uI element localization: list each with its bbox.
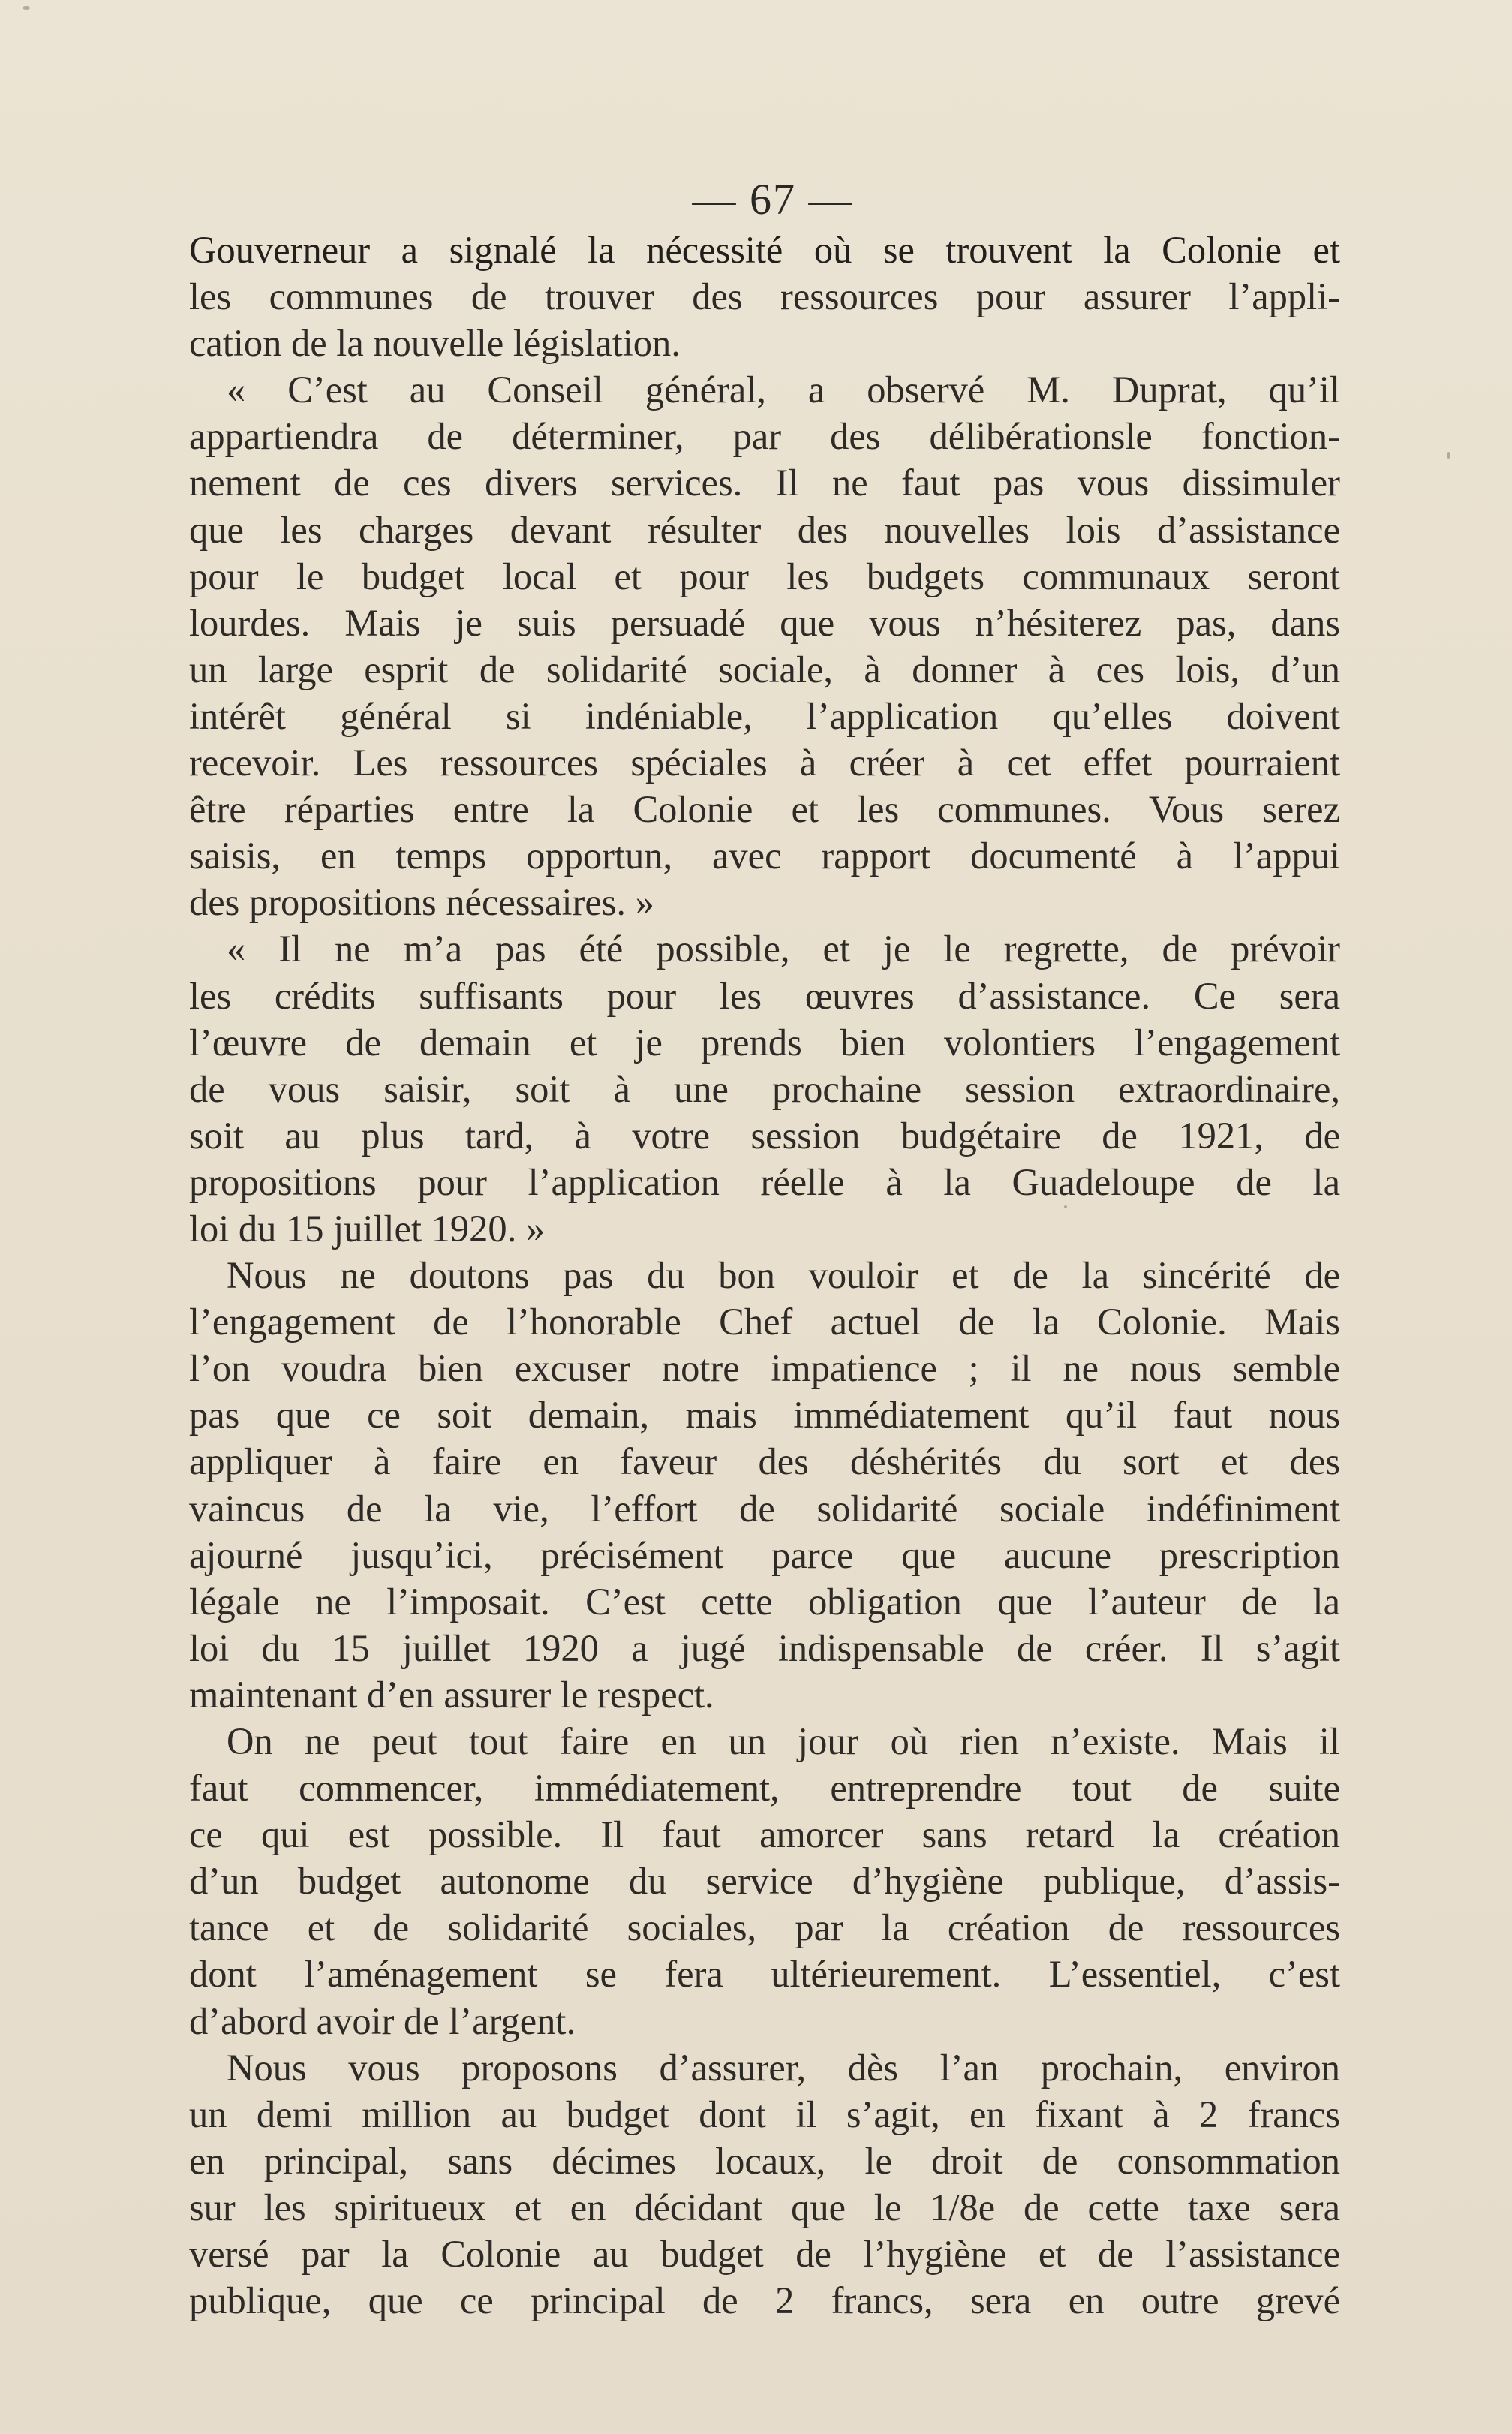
text-line: l’engagement de l’honorable Chef actuel de la Colonie. Mais bbox=[189, 1301, 1340, 1343]
text-line: publique, que ce principal de 2 francs, sera en outre grevé bbox=[189, 2279, 1340, 2322]
text-line: intérêt général si indéniable, l’application qu’elles doivent bbox=[189, 694, 1340, 737]
text-line: un large esprit de solidarité sociale, à donner à ces lois, d’un bbox=[189, 648, 1340, 690]
paper-speck bbox=[1447, 452, 1450, 459]
text-line: Nous vous proposons d’assurer, dès l’an prochain, environ bbox=[227, 2046, 1340, 2089]
text-line: ajourné jusqu’ici, précisément parce que aucune prescription bbox=[189, 1533, 1340, 1576]
text-line: un demi million au budget dont il s’agit, en fixant à 2 francs bbox=[189, 2093, 1340, 2135]
text-line: pas que ce soit demain, mais immédiatement qu’il faut nous bbox=[189, 1394, 1340, 1437]
text-line: soit au plus tard, à votre session budgétaire de 1921, de bbox=[189, 1114, 1340, 1157]
text-line: saisis, en temps opportun, avec rapport documenté à l’appui bbox=[189, 835, 1340, 877]
paper-speck bbox=[1064, 1205, 1067, 1208]
text-line: appliquer à faire en faveur des déshérités du sort et des bbox=[189, 1440, 1340, 1483]
text-line: tance et de solidarité sociales, par la création de ressources bbox=[189, 1906, 1340, 1949]
page-number: — 67 — bbox=[692, 175, 854, 224]
text-line: l’œuvre de demain et je prends bien volontiers l’engagement bbox=[189, 1021, 1340, 1064]
text-line: des propositions nécessaires. » bbox=[189, 881, 654, 924]
text-line: Nous ne doutons pas du bon vouloir et de la sincérité de bbox=[227, 1254, 1340, 1297]
text-line: Gouverneur a signalé la nécessité où se trouvent la Colonie et bbox=[189, 229, 1340, 271]
text-line: d’abord avoir de l’argent. bbox=[189, 1999, 576, 2042]
text-line: « C’est au Conseil général, a observé M. Duprat, qu’il bbox=[227, 369, 1340, 411]
text-line: vaincus de la vie, l’effort de solidarité sociale indéfiniment bbox=[189, 1487, 1340, 1530]
text-line: On ne peut tout faire en un jour où rien n’existe. Mais il bbox=[227, 1720, 1340, 1762]
text-line: faut commencer, immédiatement, entreprendre tout de suite bbox=[189, 1767, 1340, 1810]
text-line: les crédits suffisants pour les œuvres d’assistance. Ce sera bbox=[189, 974, 1340, 1017]
text-line: lourdes. Mais je suis persuadé que vous n’hésiterez pas, dans bbox=[189, 601, 1340, 644]
text-line: cation de la nouvelle législation. bbox=[189, 322, 681, 365]
text-line: recevoir. Les ressources spéciales à créer à cet effet pourraient bbox=[189, 742, 1340, 784]
text-line: sur les spiritueux et en décidant que le 1/8e de cette taxe sera bbox=[189, 2186, 1340, 2228]
text-line: en principal, sans décimes locaux, le droit de consommation bbox=[189, 2139, 1340, 2182]
text-line: les communes de trouver des ressources pour assurer l’appli- bbox=[189, 275, 1340, 318]
text-line: maintenant d’en assurer le respect. bbox=[189, 1673, 714, 1716]
text-line: que les charges devant résulter des nouvelles lois d’assistance bbox=[189, 508, 1340, 551]
text-line: propositions pour l’application réelle à la Guadeloupe de la bbox=[189, 1160, 1340, 1203]
text-line: « Il ne m’a pas été possible, et je le regrette, de prévoir bbox=[227, 928, 1340, 970]
text-line: pour le budget local et pour les budgets communaux seront bbox=[189, 555, 1340, 597]
text-line: loi du 15 juillet 1920. » bbox=[189, 1207, 546, 1250]
text-line: dont l’aménagement se fera ultérieurement. L’essentiel, c’est bbox=[189, 1953, 1340, 1996]
text-line: appartiendra de déterminer, par des délibérationsle fonction- bbox=[189, 415, 1340, 458]
text-line: légale ne l’imposait. C’est cette obligation que l’auteur de la bbox=[189, 1580, 1340, 1623]
paper-speck bbox=[23, 6, 30, 10]
text-line: être réparties entre la Colonie et les communes. Vous serez bbox=[189, 788, 1340, 831]
text-line: loi du 15 juillet 1920 a jugé indispensable de créer. Il s’agit bbox=[189, 1626, 1340, 1669]
text-line: ce qui est possible. Il faut amorcer sans retard la création bbox=[189, 1813, 1340, 1856]
text-line: nement de ces divers services. Il ne faut pas vous dissimuler bbox=[189, 462, 1340, 504]
text-line: de vous saisir, soit à une prochaine session extraordinaire, bbox=[189, 1067, 1340, 1110]
text-line: versé par la Colonie au budget de l’hygiène et de l’assistance bbox=[189, 2233, 1340, 2276]
text-line: d’un budget autonome du service d’hygiène publique, d’assis- bbox=[189, 1860, 1340, 1903]
text-line: l’on voudra bien excuser notre impatience ; il ne nous semble bbox=[189, 1347, 1340, 1390]
body-text bbox=[189, 227, 1340, 2324]
